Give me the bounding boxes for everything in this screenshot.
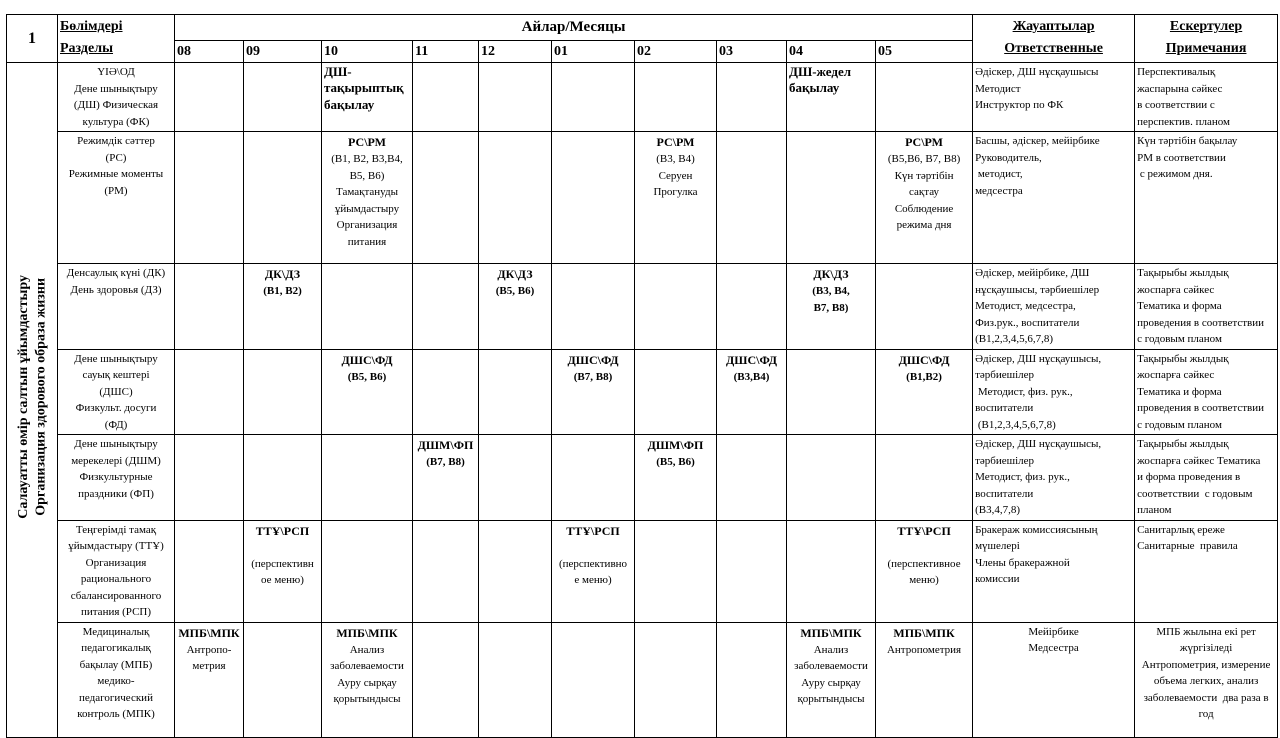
responsible-line: Бракераж комиссиясының [975,523,1098,536]
header-sections-ru: Разделы [60,40,114,56]
responsible-line: Методист, физ. рук., [975,385,1073,398]
notes-cell [1135,520,1278,622]
month-entry-line: (В5, В6) [495,285,535,297]
month-cell-05 [876,63,973,132]
section-line: (РС) [105,151,127,164]
responsible-line: Методист, физ. рук., [975,471,1070,483]
month-entry-line: ТТҰ\РСП [897,523,951,538]
responsible-line: тәрбиешілер [975,369,1035,381]
header-notes-ru: Примечания [1165,40,1247,56]
responsible-cell [973,349,1135,435]
month-entry-line: метрия [192,660,226,672]
responsible-line: Руководитель, [975,151,1042,164]
responsible-cell [973,264,1135,350]
month-entry-line: меню) [909,574,939,586]
month-cell-05 [876,264,973,350]
section-line: праздники (ФП) [78,487,154,500]
header-responsible [973,15,1135,63]
notes-line: жоспарға сәйкес [1137,369,1215,381]
month-cell-10 [322,349,413,435]
notes-line: в соответствии с [1137,99,1215,111]
responsible-line: Әдіскер, ДШ нұсқаушысы [975,66,1099,78]
month-entry-line: ДШС\ФД [898,352,950,367]
responsible-line: (В1,2,3,4,5,6,7,8) [975,333,1053,345]
month-cell-10 [322,435,413,521]
month-cell-11 [413,132,479,264]
month-cell-08 [175,264,244,350]
month-entry-line: ДК\ДЗ [264,267,301,281]
notes-line: год [1198,708,1214,720]
responsible-line: Физ.рук., воспитатели [975,316,1080,329]
month-cell-10 [322,132,413,264]
section-line: Физкульт. досуги [75,402,157,414]
notes-line: соответствии с годовым [1137,487,1253,500]
section-line: педагогический [79,691,153,704]
plan-row [7,132,1278,264]
notes-line: Антропометрия, измерение [1141,658,1271,671]
month-cell-01 [552,520,635,622]
month-cell-12 [479,520,552,622]
notes-line: Санитарные правила [1137,540,1238,552]
responsible-line: медсестра [975,184,1023,197]
section-cell [58,520,175,622]
responsible-line: Методист [975,82,1021,95]
plan-row [7,349,1278,435]
responsible-line: нұсқаушысы, тәрбиешілер [975,283,1100,296]
plan-row [7,63,1278,132]
month-entry-line: ДК\ДЗ [813,267,849,281]
responsible-line: Члены бракеражной [975,556,1070,569]
section-line: (РМ) [104,184,128,197]
section-line: (ДШС) [99,385,133,398]
notes-line: Тематика и форма [1137,385,1222,398]
month-entry-line: Антропометрия [886,643,962,656]
section-line: Физкультурные [79,471,153,483]
month-cell-01 [552,435,635,521]
header-months-title: Айлар/Месяцы [175,15,973,41]
month-entry-line: (В5,В6, В7, В8) [887,153,961,165]
month-cell-01 [552,63,635,132]
section-line: День здоровья (ДЗ) [70,283,162,296]
notes-line: заболеваемости два раза в [1143,691,1269,704]
month-entry-line: РС\РМ [348,135,386,149]
notes-line: Перспективалық [1137,66,1216,78]
plan-row [7,264,1278,350]
month-cell-02 [635,435,717,521]
month-entry-line: ДК\ДЗ [497,267,533,281]
month-entry-line [878,540,970,556]
month-cell-05 [876,132,973,264]
month-cell-11 [413,349,479,435]
month-header: 12 [479,41,552,63]
month-entry-line: қорытындысы [797,693,865,705]
header-row [7,15,1278,41]
notes-line: Тематика и форма [1137,300,1222,312]
section-line: (ФД) [104,418,128,431]
month-header: 02 [635,41,717,63]
month-entry-line: е меню) [574,574,612,586]
month-cell-04 [787,264,876,350]
month-entry-line: заболеваемости [794,660,868,672]
responsible-line: Әдіскер, ДШ нұсқаушысы, [975,352,1102,365]
section-line: Дене шынықтыру [74,352,158,365]
notes-line: с годовым планом [1137,333,1222,345]
header-responsible-kz: Жауаптылар [1012,19,1095,34]
month-entry-line: Антропо- [186,643,232,656]
responsible-cell [973,520,1135,622]
month-cell-11 [413,520,479,622]
responsible-line: тәрбиешілер [975,454,1035,467]
section-line: ҮІӘ\ОД [97,66,135,78]
responsible-line: (В3,4,7,8) [975,504,1020,516]
notes-line: РМ в соответствии [1137,151,1226,164]
section-cell [58,349,175,435]
notes-cell [1135,435,1278,521]
month-entry-line: (В3,В4) [733,370,770,383]
month-entry-line: (В3, В4) [656,153,695,165]
section-line: Денсаулық күні (ДК) [66,267,166,279]
month-cell-03 [717,132,787,264]
month-entry-line: бақылау [324,96,375,112]
month-entry-line: МПБ\МПК [336,625,398,640]
month-entry-line: бақылау [789,80,840,96]
month-entry-line: ДШМ\ФП [417,438,474,452]
header-sections-kz: Бөлімдері [60,19,123,34]
month-cell-02 [635,132,717,264]
section-line: (ДШ) Физическая [73,99,159,111]
month-cell-10 [322,264,413,350]
responsible-line: воспитатели [975,402,1034,414]
month-entry-line: ДШС\ФД [726,352,777,367]
section-line: рационального [80,573,152,585]
section-line: ұйымдастыру (ТТҰ) [68,540,164,552]
month-cell-11 [413,264,479,350]
notes-line: Тақырыбы жылдық [1137,438,1229,450]
section-line: сбалансированного [70,589,162,602]
notes-line: объема легких, анализ [1153,675,1259,687]
month-entry-line: ДШ-жедел [789,64,852,79]
month-cell-02 [635,349,717,435]
month-entry-line: В5, В6) [349,169,385,182]
notes-line: с годовым планом [1137,418,1222,431]
month-cell-01 [552,349,635,435]
month-cell-01 [552,132,635,264]
month-entry-line: ДШС\ФД [567,352,619,367]
month-cell-08 [175,349,244,435]
month-header: 03 [717,41,787,63]
month-entry-line: ое меню) [261,574,304,586]
month-header: 11 [413,41,479,63]
notes-line: Тақырыбы жылдық [1137,352,1229,365]
month-cell-09 [244,264,322,350]
month-entry-line: (В1, В2) [263,285,302,297]
section-line: сауық кештері [82,369,150,381]
month-entry-line: (перспективн [251,557,314,570]
month-entry-line: ДШ- [324,64,352,79]
month-cell-05 [876,349,973,435]
responsible-cell [973,132,1135,264]
month-cell-01 [552,264,635,350]
month-cell-04 [787,520,876,622]
responsible-line: Мейірбике [1028,625,1079,638]
section-line: Организация [85,556,147,569]
month-entry-line: Анализ [349,643,385,656]
month-cell-04 [787,349,876,435]
section-line: Теңгерімді тамақ [75,523,157,536]
month-header: 04 [787,41,876,63]
month-entry-line: Соблюдение [894,202,954,215]
month-cell-02 [635,520,717,622]
month-entry-line: Прогулка [653,186,698,198]
month-cell-08 [175,435,244,521]
notes-line: и форма проведения в [1137,471,1241,483]
responsible-line: мүшелері [975,540,1020,552]
section-line: педагогикалық [81,642,151,654]
responsible-line: (В1,2,3,4,5,6,7,8) [975,418,1056,431]
header-number: 1 [7,15,58,63]
section-cell [58,132,175,264]
month-entry-line: сақтау [909,186,940,198]
month-entry-line: (В3, В4, [812,285,850,297]
month-entry-line [246,540,319,556]
plan-row [7,520,1278,622]
plan-table [6,14,1278,738]
month-cell-10 [322,520,413,622]
month-entry-line: ДШС\ФД [341,352,393,367]
month-entry-line: ТТҰ\РСП [255,523,310,538]
month-cell-03 [717,520,787,622]
month-entry-line: (В5, В6) [656,456,695,468]
month-entry-line: (В1,В2) [906,370,942,383]
month-header: 10 [322,41,413,63]
notes-cell [1135,349,1278,435]
month-entry-line: питания [347,235,387,248]
notes-line: Күн тәртібін бақылау [1137,135,1238,147]
side-title-kz: Салауатты өмір салтын ұйымдастыру [15,275,31,519]
month-entry-line: режима дня [896,219,952,231]
month-cell-03 [717,435,787,521]
section-cell [58,264,175,350]
responsible-line: Методист, медсестра, [975,300,1076,312]
notes-line: проведения в соответствии [1137,316,1264,329]
month-entry-line: (перспективно [558,557,628,570]
notes-line: перспектив. планом [1137,115,1230,128]
month-entry-line: МПБ\МПК [800,625,862,640]
month-header: 09 [244,41,322,63]
month-entry-line: (перспективное [887,557,961,570]
header-sections [58,15,175,63]
month-cell-03 [717,63,787,132]
month-cell-09 [244,349,322,435]
section-cell [58,63,175,132]
month-entry-line: РС\РМ [656,135,695,149]
responsible-line: комиссии [975,573,1020,585]
responsible-cell [973,435,1135,521]
section-line: Режимные моменты [68,168,164,180]
responsible-line: Әдіскер, ДШ нұсқаушысы, [975,438,1102,450]
section-line: Дене шынықтыру [74,438,158,450]
month-entry-line [554,540,632,556]
month-header: 01 [552,41,635,63]
section-line: культура (ФК) [82,115,150,128]
month-cell-04 [787,435,876,521]
header-notes [1135,15,1278,63]
notes-line: жаспарына сәйкес [1137,82,1223,95]
month-cell-12 [479,264,552,350]
month-cell-12 [479,132,552,264]
notes-line: Санитарлық ереже [1137,523,1225,536]
month-entry-line: МПБ\МПК [178,625,240,640]
notes-line: с режимом дня. [1137,168,1213,180]
responsible-line: воспитатели [975,487,1034,500]
notes-line: жүргізіледі [1179,642,1233,654]
month-cell-09 [244,435,322,521]
month-cell-11 [413,435,479,521]
section-line: бақылау (МПБ) [79,658,153,671]
month-entry-line: Күн тәртібін [894,169,954,182]
month-cell-04 [787,63,876,132]
month-entry-line: Ауру сырқау [801,676,861,689]
section-line: Режимдік сәттер [77,135,155,147]
month-entry-line: тақырыптық [324,80,404,96]
month-cell-03 [717,264,787,350]
month-cell-12 [479,435,552,521]
month-cell-12 [479,349,552,435]
month-cell-04 [787,132,876,264]
month-header: 05 [876,41,973,63]
month-entry-line: В7, В8) [813,301,849,314]
month-entry-line: қорытындысы [333,693,401,705]
month-cell-02 [635,63,717,132]
section-line: контроль (МПК) [77,708,155,720]
responsible-line: Инструктор по ФК [975,99,1064,111]
month-entry-line: Организация [336,219,398,231]
section-line: Медициналық [82,625,150,638]
notes-cell [1135,132,1278,264]
side-title [7,63,58,738]
notes-line: жоспарға сәйкес [1137,283,1215,296]
plan-row [7,435,1278,521]
notes-cell [1135,63,1278,132]
month-cell-09 [244,520,322,622]
month-header: 08 [175,41,244,63]
month-entry-line: ұйымдастыру [334,202,400,215]
month-entry-line: Ауру сырқау [337,676,397,689]
notes-cell [1135,264,1278,350]
month-entry-line: (В5, В6) [347,370,387,383]
month-cell-05 [876,435,973,521]
responsible-line: Медсестра [1028,642,1079,654]
responsible-line: методист, [975,168,1023,180]
month-cell-09 [244,132,322,264]
responsible-line: Әдіскер, мейірбике, ДШ [975,267,1090,279]
month-cell-09 [244,63,322,132]
section-line: питания (РСП) [80,606,152,618]
month-entry-line: Тамақтануды [336,186,398,198]
month-cell-11 [413,63,479,132]
month-entry-line: РС\РМ [905,135,943,149]
notes-line: Тақырыбы жылдық [1137,267,1229,279]
side-title-ru: Организация здорового образа жизни [33,278,48,516]
responsible-line: Басшы, әдіскер, мейірбике [975,135,1100,147]
month-cell-08 [175,132,244,264]
month-cell-03 [717,349,787,435]
month-cell-02 [635,264,717,350]
header-notes-kz: Ескертулер [1169,19,1243,34]
month-entry-line: МПБ\МПК [893,625,955,640]
month-cell-05 [876,520,973,622]
month-entry-line: (В1, В2, В3,В4, [331,153,403,165]
month-entry-line: (В7, В8) [573,370,613,383]
month-cell-10 [322,63,413,132]
month-cell-08 [175,520,244,622]
month-entry-line: ТТҰ\РСП [566,523,620,538]
month-entry-line: заболеваемости [330,660,404,672]
header-responsible-ru: Ответственные [1004,40,1103,56]
section-cell [58,435,175,521]
month-entry-line: Серуен [658,169,693,182]
month-cell-12 [479,63,552,132]
notes-line: проведения в соответствии [1137,402,1264,414]
section-line: мерекелері (ДШМ) [71,454,161,467]
month-entry-line: ДШМ\ФП [647,438,704,452]
responsible-cell [973,63,1135,132]
month-entry-line: (В7, В8) [426,456,465,468]
notes-line: жоспарға сәйкес Тематика [1137,454,1261,467]
section-line: медико- [97,675,135,687]
month-cell-08 [175,63,244,132]
section-line: Дене шынықтыру [74,82,158,95]
month-entry-line: Анализ [813,643,849,656]
notes-line: МПБ жылына екі рет [1156,625,1256,638]
notes-line: планом [1137,504,1172,516]
